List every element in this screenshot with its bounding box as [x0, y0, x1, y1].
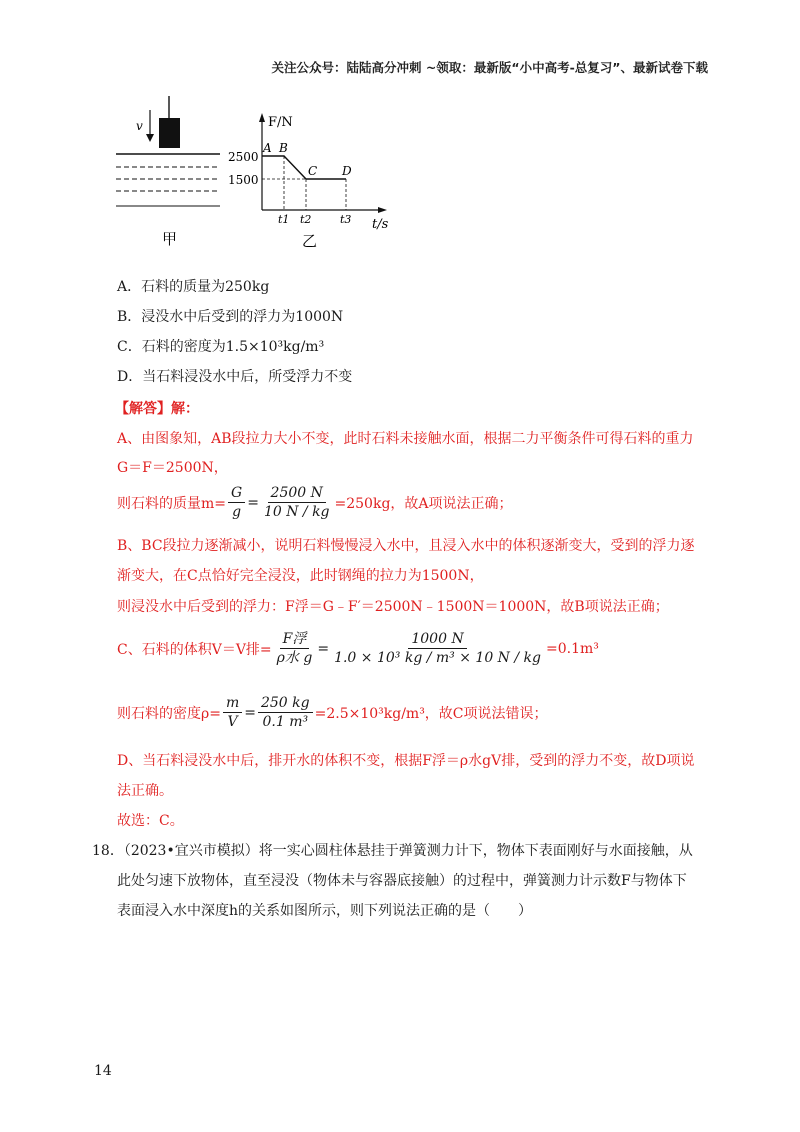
y-tick-2500: 2500	[228, 150, 259, 164]
answer-c-volume-formula	[117, 630, 599, 667]
page-header: 关注公众号：陆陆高分冲刺 ~领取：最新版“小中高考-总复习”、最新试卷下载	[271, 60, 708, 75]
velocity-arrow-head	[146, 134, 154, 142]
volume-eq: =	[317, 640, 330, 657]
density-frac2-num: 250 kg	[258, 694, 313, 713]
density-frac2-den: 0.1 m³	[262, 714, 309, 730]
mass-fraction-1	[228, 484, 245, 521]
question18-line1: 18．（2023•宜兴市模拟）将一实心圆柱体悬挂于弹簧测力计下，物体下表面刚好与水面接触，从	[92, 843, 693, 859]
mass-frac1-num: G	[228, 484, 245, 503]
page-number: 14	[94, 1063, 112, 1079]
mass-frac2-den: 10 N / kg	[263, 504, 330, 520]
answer-d-line1: D、当石料浸没水中后，排开水的体积不变，根据F浮＝ρ水gV排，受到的浮力不变，故D项说	[117, 753, 695, 769]
velocity-label: v	[136, 119, 143, 133]
question18-line3: 表面浸入水中深度h的关系如图所示，则下列说法正确的是（ ）	[117, 903, 533, 919]
stone-block	[159, 118, 180, 148]
volume-fraction-2	[331, 630, 544, 667]
answer-a-line2: G＝F＝2500N，	[117, 460, 228, 476]
answer-a-mass-formula	[117, 484, 513, 521]
option-a: A．石料的质量为250kg	[117, 279, 270, 295]
volume-frac1-num: F浮	[280, 630, 310, 649]
figure-yi-graph	[222, 110, 402, 250]
answer-b-line1: B、BC段拉力逐渐减小，说明石料慢慢浸入水中，且浸入水中的体积逐渐变大，受到的浮力逐	[117, 538, 695, 554]
point-label-d: D	[342, 164, 352, 178]
x-tick-t3: t3	[340, 213, 352, 226]
figure-jia-caption: 甲	[162, 230, 178, 246]
volume-frac1-den: ρ水 g	[276, 650, 313, 666]
answer-a-line1: A、由图象知，AB段拉力大小不变，此时石料未接触水面，根据二力平衡条件可得石料的重力	[117, 431, 694, 447]
density-suffix: =2.5×10³kg/m³，故C项说法错误；	[314, 705, 548, 722]
answer-tag: 【解答】解：	[115, 401, 199, 417]
x-tick-t1: t1	[278, 213, 290, 226]
x-axis-label: t/s	[372, 217, 389, 232]
point-label-b: B	[279, 141, 288, 155]
option-d: D．当石料浸没水中后，所受浮力不变	[117, 369, 353, 385]
question18-line2: 此处匀速下放物体，直至浸没（物体未与容器底接触）的过程中，弹簧测力计示数F与物体下	[117, 873, 687, 889]
volume-frac2-den: 1.0 × 10³ kg / m³ × 10 N / kg	[334, 650, 541, 666]
figure-yi-caption: 乙	[302, 232, 318, 250]
y-tick-1500: 1500	[228, 173, 259, 187]
option-b: B．浸没水中后受到的浮力为1000N	[117, 309, 344, 325]
x-axis-arrow	[378, 207, 387, 213]
option-c: C．石料的密度为1.5×10³kg/m³	[117, 339, 325, 355]
point-label-c: C	[308, 164, 318, 178]
x-tick-t2: t2	[300, 213, 312, 226]
answer-c-density-formula	[117, 694, 548, 731]
figure-yi	[222, 110, 402, 254]
density-frac1-num: m	[223, 694, 242, 713]
mass-prefix: 则石料的质量m=	[117, 495, 227, 512]
volume-suffix: =0.1m³	[546, 640, 599, 657]
mass-fraction-2	[261, 484, 333, 521]
volume-prefix: C、石料的体积V＝V排=	[117, 641, 272, 658]
density-fraction-1	[223, 694, 242, 731]
density-eq: =	[244, 704, 256, 721]
answer-b-line2: 渐变大，在C点恰好完全浸没，此时钢绳的拉力为1500N，	[117, 568, 484, 584]
mass-frac1-den: g	[232, 504, 242, 520]
figure-jia	[110, 96, 222, 250]
point-label-a: A	[263, 141, 272, 155]
y-axis-label: F/N	[268, 115, 293, 130]
volume-fraction-1	[274, 630, 316, 667]
density-fraction-2	[258, 694, 313, 731]
density-prefix: 则石料的密度ρ=	[117, 705, 221, 722]
force-curve	[262, 156, 346, 179]
figure-jia-drawing	[110, 96, 222, 246]
answer-d-line2: 法正确。	[117, 783, 173, 799]
mass-eq: =	[247, 494, 259, 511]
density-frac1-den: V	[227, 714, 238, 730]
volume-frac2-num: 1000 N	[408, 630, 466, 649]
mass-suffix: =250kg，故A项说法正确；	[334, 495, 513, 512]
answer-choice: 故选：C。	[117, 813, 184, 829]
y-axis-arrow	[259, 113, 265, 122]
answer-b-line3: 则浸没水中后受到的浮力：F浮＝G﹣F′＝2500N﹣1500N＝1000N，故B项说法正确；	[117, 599, 669, 615]
mass-frac2-num: 2500 N	[268, 484, 326, 503]
